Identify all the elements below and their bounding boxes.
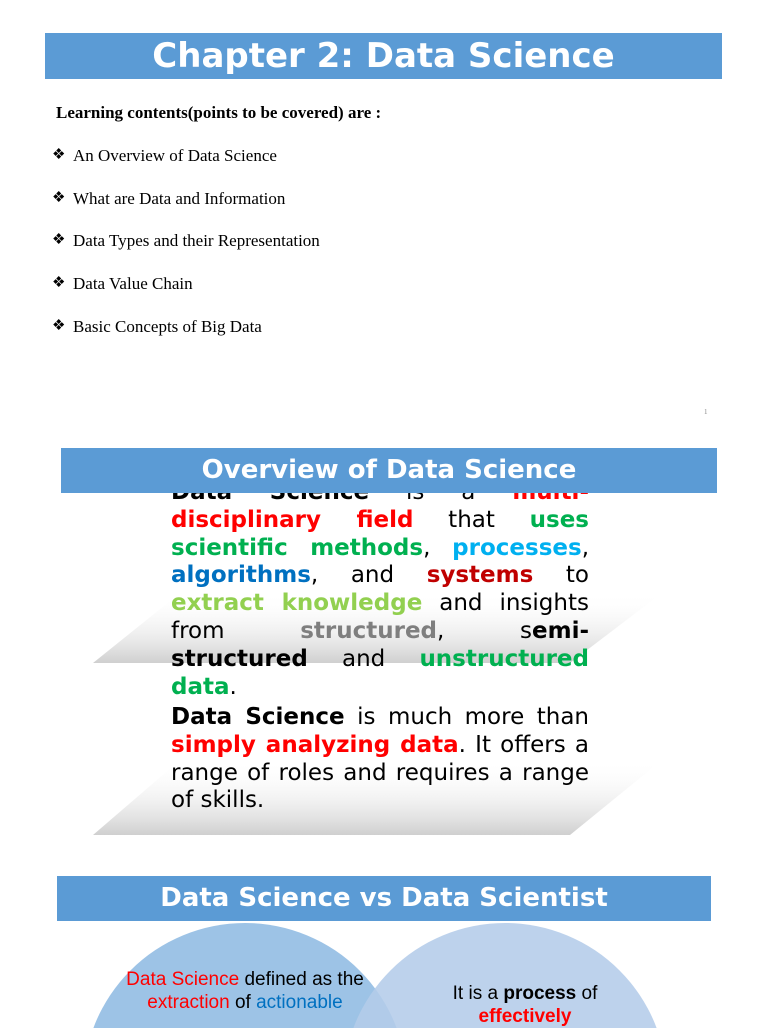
highlight-scientific-methods: uses scientific methods — [171, 506, 589, 561]
learning-contents-list — [52, 145, 320, 358]
highlight-extraction: extraction — [147, 992, 230, 1013]
highlight-effectively: effectively — [478, 1006, 572, 1027]
list-item-text: Data Types and their Representation — [73, 231, 320, 251]
term-data-science: Data Science — [171, 704, 345, 730]
section-title-overview: Overview of Data Science — [61, 448, 717, 493]
scope-paragraph — [171, 704, 589, 816]
list-item — [52, 145, 320, 188]
list-item-text: What are Data and Information — [73, 188, 286, 208]
list-item-text: Data Value Chain — [73, 274, 193, 294]
text-run: , and — [310, 562, 427, 589]
chapter-title: Chapter 2: Data Science — [45, 33, 722, 79]
text-run: is much more than — [344, 704, 589, 730]
text-run: to — [533, 562, 589, 589]
highlight-unstructured-data: unstructured data — [171, 645, 589, 700]
text-run: , — [581, 534, 589, 561]
text-run: . It offers a range of roles and requires a range of skills. — [171, 731, 590, 814]
list-item — [52, 230, 320, 273]
text-run: defined as the — [239, 969, 364, 990]
text-run: of — [229, 992, 257, 1013]
text-run: It is a — [452, 983, 504, 1004]
text-run: of — [576, 983, 598, 1004]
list-item — [52, 273, 320, 316]
highlight-semi-structured: emi-structured — [171, 617, 589, 672]
highlight-multidisciplinary: disciplinary field — [171, 506, 414, 533]
text-run: , s — [437, 617, 532, 644]
highlight-data-science: Data Science — [126, 969, 240, 990]
diamond-bullet-icon: ❖ — [52, 189, 66, 206]
text-run: , — [423, 534, 453, 561]
text-run: and — [307, 645, 420, 672]
diamond-bullet-icon: ❖ — [52, 232, 66, 249]
list-item-text: An Overview of Data Science — [73, 146, 277, 165]
highlight-actionable: actionable — [256, 992, 343, 1013]
highlight-algorithms: algorithms — [171, 562, 311, 589]
diamond-bullet-icon: ❖ — [52, 147, 66, 163]
text-run: that — [413, 506, 530, 533]
list-item-text: Basic Concepts of Big Data — [73, 316, 262, 336]
highlight-processes: processes — [452, 534, 582, 561]
page-number: 1 — [704, 408, 708, 416]
section-title-comparison: Data Science vs Data Scientist — [57, 876, 711, 921]
highlight-structured: structured — [300, 617, 438, 644]
learning-contents-heading: Learning contents(points to be covered) are : — [56, 103, 382, 122]
definition-paragraph — [171, 479, 589, 700]
venn-right-text — [430, 982, 620, 1028]
list-item — [52, 188, 320, 231]
highlight-extract-knowledge: extract knowledge — [171, 590, 423, 617]
highlight-process: process — [503, 983, 577, 1004]
text-run: and insights from — [171, 590, 589, 644]
highlight-systems: systems — [426, 562, 534, 589]
venn-left-text — [118, 968, 372, 1014]
diamond-bullet-icon: ❖ — [52, 317, 66, 334]
list-item — [52, 316, 320, 359]
text-run: . — [229, 673, 237, 700]
diamond-bullet-icon: ❖ — [52, 275, 66, 292]
highlight-simply-analyzing-data: simply analyzing data — [171, 731, 459, 758]
